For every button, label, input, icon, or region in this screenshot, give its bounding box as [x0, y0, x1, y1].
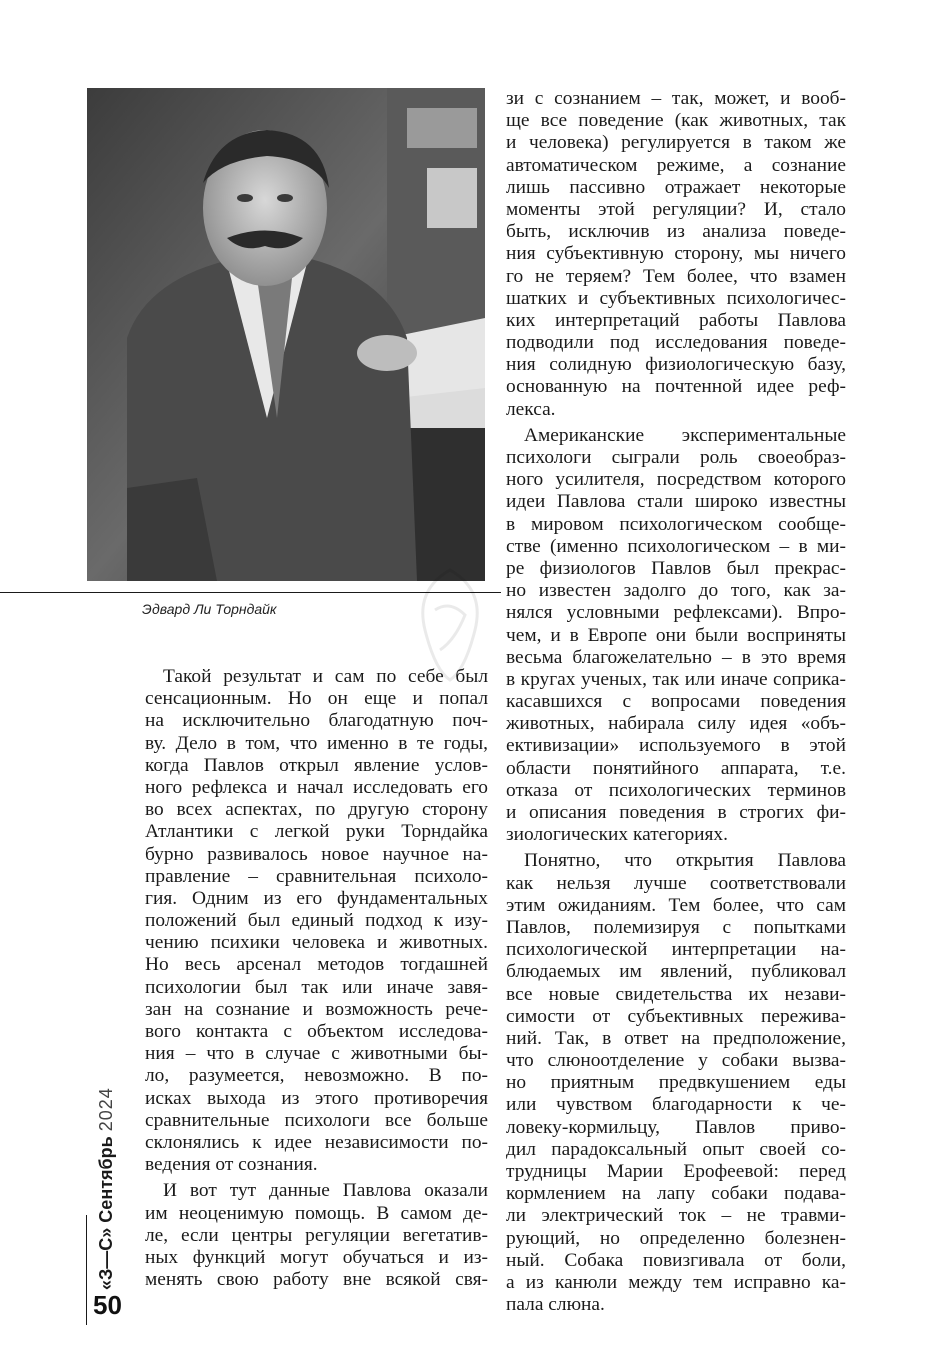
- text-line: шатких и субъективных психологичес-: [506, 287, 846, 309]
- text-line: нялся условными рефлексами). Впро-: [506, 602, 846, 624]
- text-line: положений был единый подход к изу-: [145, 910, 488, 932]
- text-line: зиологических категориях.: [506, 824, 728, 846]
- text-line: автоматическом режиме, а сознание: [506, 154, 846, 176]
- text-line: быть, исключив из анализа поведе-: [506, 221, 846, 243]
- text-line: отказа от психологических терминов: [506, 779, 846, 801]
- text-line: но известен задолго до того, как за-: [506, 580, 846, 602]
- text-line: ных функций могут обучаться и из-: [145, 1246, 488, 1268]
- text-line: Атлантики с легкой руки Торндайка: [145, 821, 488, 843]
- text-line: моменты этой регуляции? И, стало: [506, 198, 846, 220]
- text-line: бурно развивалось новое научное на-: [145, 843, 488, 865]
- text-line: зи с сознанием – так, может, и вооб-: [506, 88, 846, 109]
- paragraph: [506, 88, 846, 421]
- text-line: ного усилителя, посредством которого: [506, 469, 846, 491]
- text-line: Понятно, что открытия Павлова: [524, 850, 846, 872]
- footer-rule: [86, 1215, 87, 1325]
- page-number: 50: [93, 1290, 122, 1320]
- text-line: касавшихся с вопросами поведения: [506, 691, 846, 713]
- text-line: ких интерпретаций работы Павлова: [506, 309, 846, 331]
- text-line: чению психики человека и животных.: [145, 932, 488, 954]
- text-line: пала слюна.: [506, 1294, 605, 1316]
- text-line: на исключительно благодатную поч-: [145, 710, 488, 732]
- paragraph: [506, 425, 846, 847]
- text-line: склонялись к идее независимости по-: [145, 1131, 488, 1153]
- text-line: сенсационным. Но он еще и попал: [145, 688, 488, 710]
- text-line: ния солидную физиологическую базу,: [506, 354, 846, 376]
- text-line: ный. Собака повизгивала от боли,: [506, 1249, 846, 1271]
- text-line: ния субъективную сторону, мы ничего: [506, 243, 846, 265]
- text-line: области понятийного аппарата, т.е.: [506, 757, 846, 779]
- text-line: лекса.: [506, 398, 556, 420]
- text-line: или чувством благодарности к че-: [506, 1094, 846, 1116]
- paragraph: [145, 1180, 488, 1291]
- text-line: как нельзя лучше соответствовали: [506, 872, 846, 894]
- text-line: психологи сыграли роль своеобраз-: [506, 447, 846, 468]
- paragraph: [506, 850, 846, 1316]
- text-line: в кругах ученых, так или иначе соприка-: [506, 668, 846, 690]
- text-line: основанную на почтенной идее реф-: [506, 376, 846, 398]
- text-line: все новые свидетельства их незави-: [506, 983, 846, 1005]
- text-line: подводили под исследования поведе-: [506, 332, 846, 354]
- text-line: чем, и в Европе они были восприняты: [506, 624, 846, 646]
- text-line: но приятным предвкушением еды: [506, 1072, 846, 1094]
- paragraph: [145, 666, 488, 1176]
- text-line: им неоценимую помощь. В самом де-: [145, 1202, 488, 1224]
- text-line: ще все поведение (как животных, так: [506, 110, 846, 132]
- text-line: психологии был так или иначе завя-: [145, 976, 488, 998]
- text-line: сравнительные психологи все больше: [145, 1109, 488, 1131]
- text-line: вого контакта с объектом исследова-: [145, 1021, 488, 1042]
- text-line: и описания поведения в строгих фи-: [506, 802, 846, 823]
- issue-year: 2024: [96, 1087, 116, 1132]
- text-line: ективизации» используемого в этой: [506, 735, 846, 757]
- text-line: этим ожиданиям. Тем более, что сам: [506, 894, 846, 916]
- text-line: менять свою работу вне всякой свя-: [145, 1269, 488, 1291]
- text-line: когда Павлов открыл явление услов-: [145, 754, 488, 776]
- text-line: идеи Павлова стали широко известны: [506, 491, 846, 513]
- text-line: трудницы Марии Ерофеевой: перед: [506, 1161, 846, 1182]
- text-line: кормлением на лапу собаки подава-: [506, 1183, 846, 1205]
- running-footer: [96, 1087, 117, 1290]
- text-line: ли электрический ток – не травми-: [506, 1205, 846, 1227]
- text-line: ре физиологов Павлов был прекрас-: [506, 557, 846, 579]
- portrait-photo: [87, 88, 485, 581]
- text-line: исках выхода из этого противоречия: [145, 1087, 488, 1109]
- text-line: симости от субъективных пережива-: [506, 1005, 846, 1027]
- portrait-image: [87, 88, 485, 581]
- text-line: гия. Одним из его фундаментальных: [145, 887, 488, 909]
- text-line: правление – сравнительная психоло-: [145, 865, 488, 887]
- text-line: ле, если центры регуляции вегетатив-: [145, 1224, 488, 1246]
- text-line: Американские экспериментальные: [524, 424, 846, 446]
- text-line: ного рефлекса и начал исследовать его: [145, 776, 488, 798]
- text-line: Но весь арсенал методов тогдашней: [145, 954, 488, 976]
- text-line: ний. Так, в ответ на предположение,: [506, 1027, 846, 1049]
- text-line: ловеку-кормильцу, Павлов приво-: [506, 1116, 846, 1138]
- text-line: блюдаемых им явлений, публиковал: [506, 961, 846, 983]
- text-line: ведения от сознания.: [145, 1154, 318, 1176]
- left-text-column: [145, 666, 488, 1291]
- text-line: животных, набирала силу идея «объ-: [506, 713, 846, 735]
- photo-caption: Эдвард Ли Торндайк: [142, 601, 277, 617]
- text-line: Павлов, полемизируя с попытками: [506, 916, 846, 938]
- text-line: и человека) регулируется в таком же: [506, 132, 846, 154]
- text-line: стве (именно психологическом – в ми-: [506, 535, 846, 557]
- text-line: что слюноотделение у собаки вызва-: [506, 1050, 846, 1072]
- text-line: зан на сознание и возможность рече-: [145, 998, 488, 1020]
- text-line: во всех аспектах, по другую сторону: [145, 799, 488, 821]
- text-line: ло, разумеется, невозможно. В по-: [145, 1065, 488, 1087]
- text-line: дил парадоксальный опыт своей со-: [506, 1138, 846, 1160]
- text-line: рующий, но определенно болезнен-: [506, 1227, 846, 1249]
- text-line: ву. Дело в том, что именно в те годы,: [145, 732, 488, 754]
- magazine-name: «З—С»: [96, 1227, 116, 1290]
- text-line: лишь пассивно отражает некоторые: [506, 176, 846, 198]
- text-line: психологической интерпретации на-: [506, 939, 846, 961]
- text-line: го не теряем? Тем более, что взамен: [506, 265, 846, 287]
- right-text-column: [506, 88, 846, 1316]
- issue-month: Сентябрь: [96, 1136, 116, 1223]
- text-line: весьма благожелательно – в это время: [506, 646, 846, 668]
- text-line: Такой результат и сам по себе был: [163, 666, 488, 687]
- text-line: ния – что в случае с животными бы-: [145, 1043, 488, 1065]
- text-line: И вот тут данные Павлова оказали: [163, 1180, 488, 1202]
- text-line: а из канюли между тем исправно ка-: [506, 1271, 846, 1293]
- text-line: в мировом психологическом сообще-: [506, 513, 846, 535]
